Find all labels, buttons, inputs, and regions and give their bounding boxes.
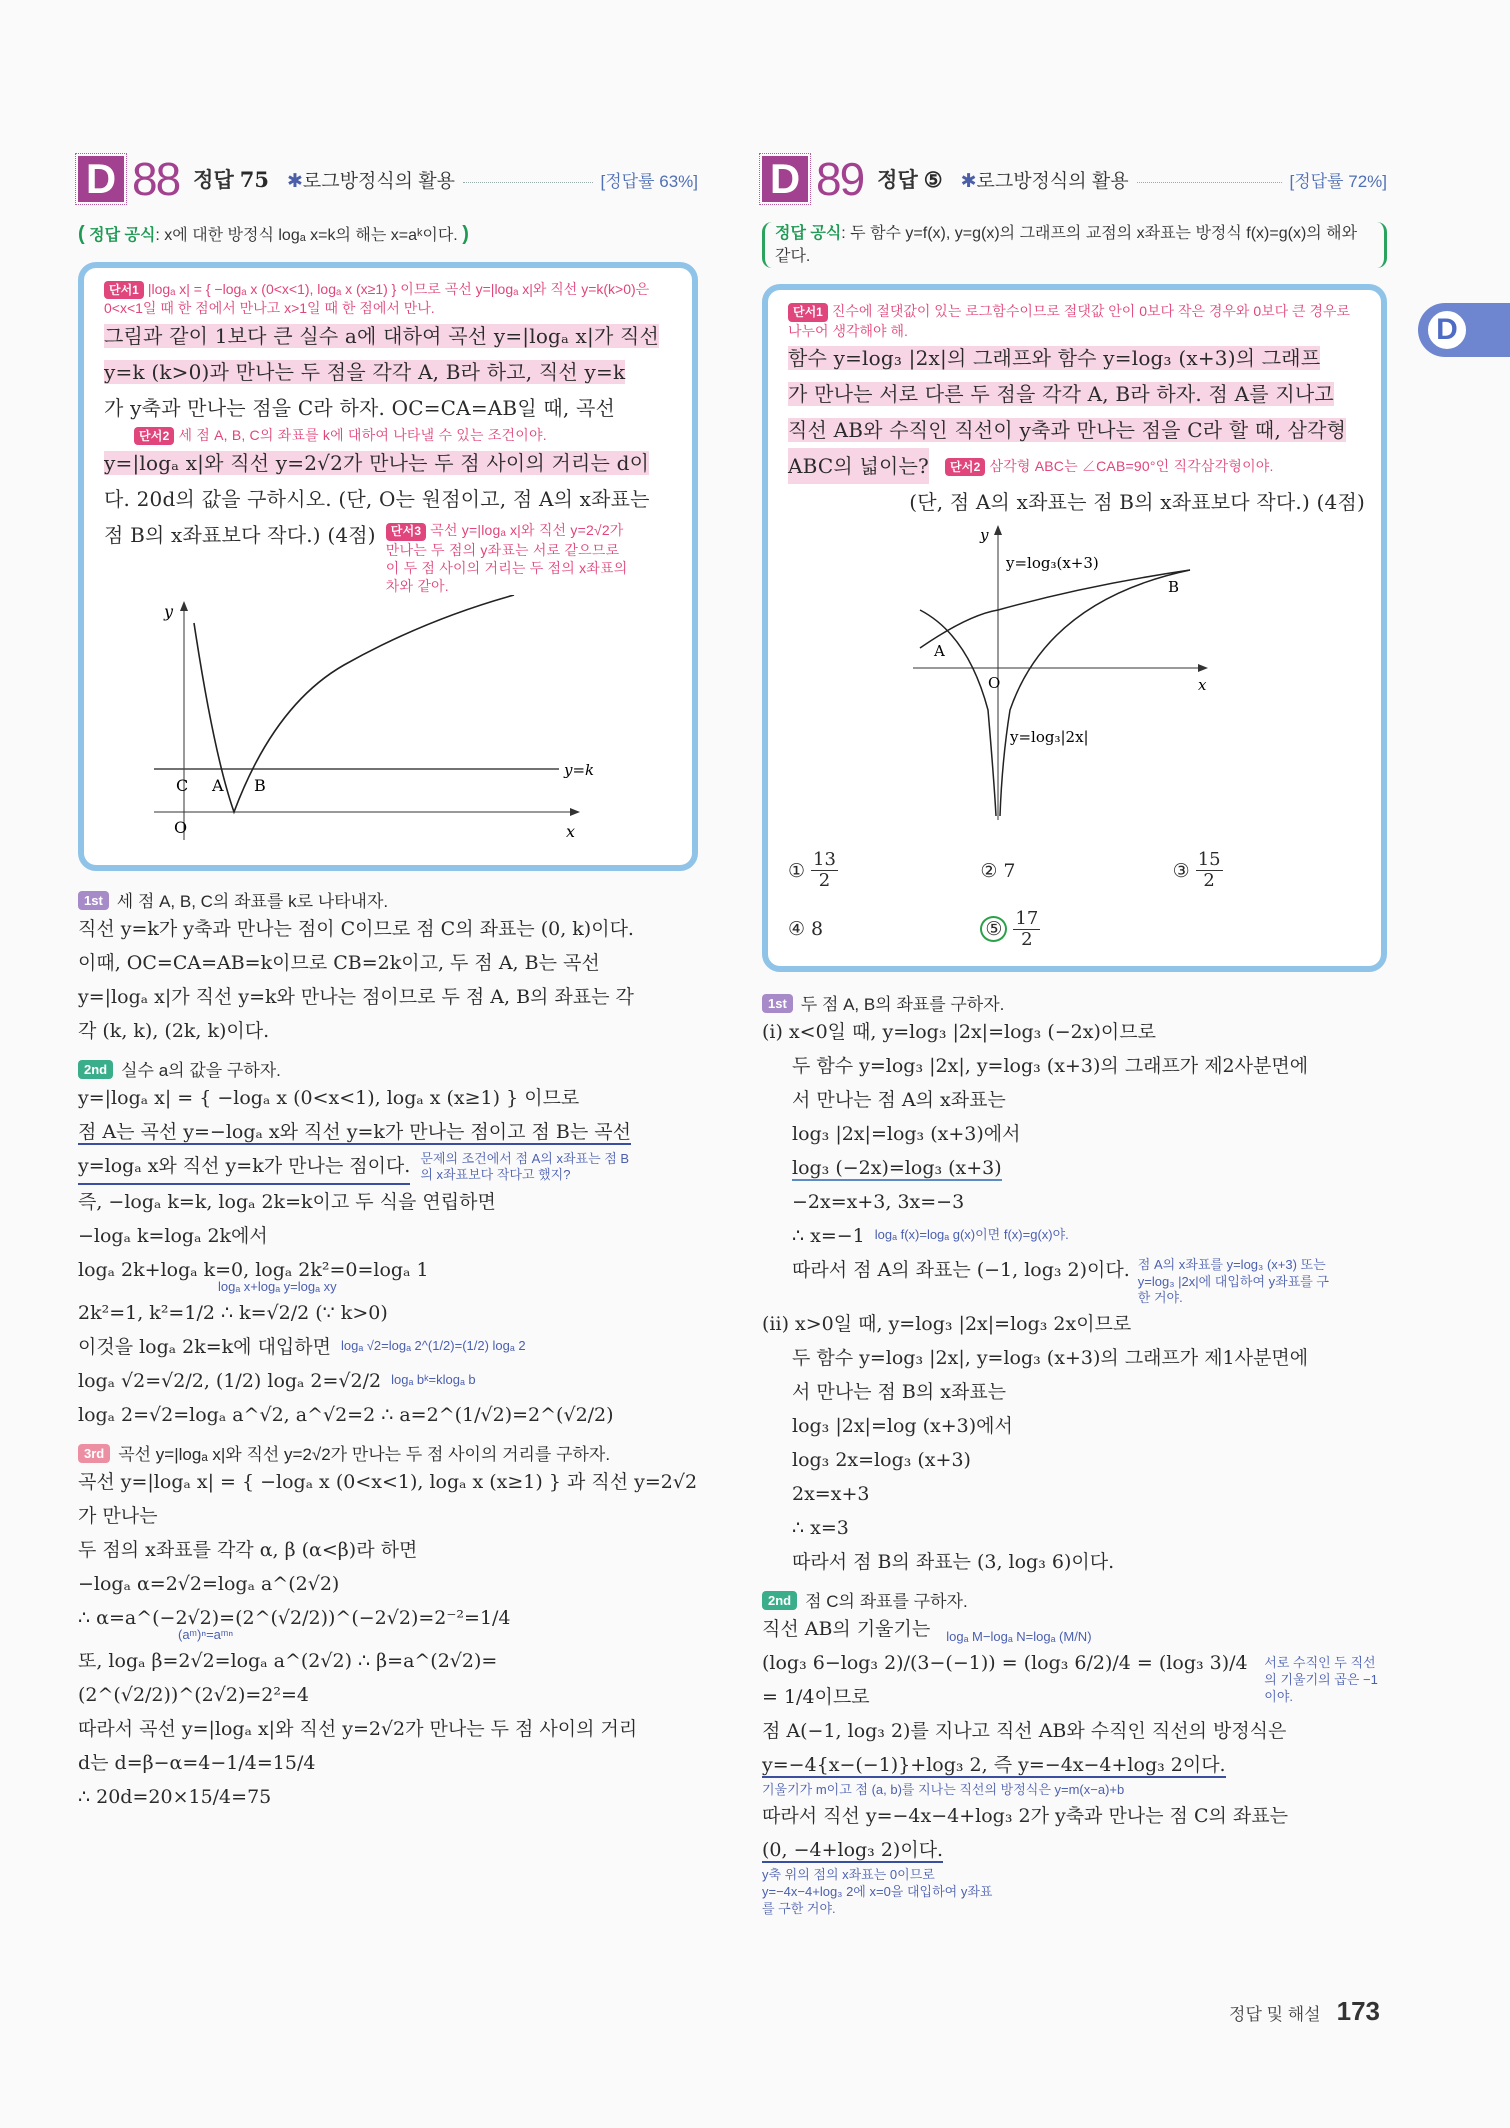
graph-log-functions bbox=[788, 520, 1365, 824]
hint-3: 단서3 곡선 y=|logₐ x|와 직선 y=2√2가 만나는 두 점의 y좌표는 서로 같으므로 이 두 점 사이의 거리는 두 점의 x좌표의 차와 같아. bbox=[385, 522, 628, 595]
svg-text:A: A bbox=[934, 642, 945, 661]
hint-1: 단서1 진수에 절댓값이 있는 로그함수이므로 절댓값 안이 0보다 작은 경우와 0보다 큰 경우로 나누어 생각해야 해. bbox=[788, 303, 1351, 339]
problem-header bbox=[78, 150, 698, 208]
solution-d88 bbox=[78, 887, 698, 1814]
svg-text:x: x bbox=[566, 822, 576, 842]
svg-text:A: A bbox=[212, 776, 224, 796]
answer-value: 75 bbox=[239, 166, 269, 192]
choice-1[interactable]: ① $\frac{13}{2}$ bbox=[788, 849, 836, 892]
accuracy-rate: [정답률 72%] bbox=[1289, 171, 1387, 191]
choice-3[interactable]: ③ $\frac{15}{2}$ bbox=[1172, 849, 1221, 892]
step-3-body: 곡선 y=|logₐ x| = { −logₐ x (0<x<1), logₐ x (x≥1) } 과 직선 y=2√2가 만나는 두 점의 x좌표를 각각 α, β (α<β)라 하면 −logₐ α=2√2=logₐ a^(2√2) ∴ α=a^(−2√2)=(2^(√2/2))^(−2√2)=2⁻²=1/4 (aᵐ)ⁿ=aᵐⁿ 또, logₐ β=2√2=logₐ a^(2√2) ∴ β=a^(2√2)=(2^(√2/2))^(2√2)=2²=4 따라서 곡선 y=|logₐ x|와 직선 y=2√2가 만나는 두 점 사이의 거리 d는 d=β−α=4−1/4=15/4 ∴ 20d=20×15/4=75 bbox=[78, 1471, 698, 1809]
choice-5-selected[interactable]: ⑤ $\frac{17}{2}$ bbox=[980, 909, 1172, 950]
accuracy-rate: [정답률 63%] bbox=[600, 171, 698, 191]
step-1-title: 1st 세 점 A, B, C의 좌표를 k로 나타내자. bbox=[78, 887, 698, 912]
dotted-leader bbox=[1137, 182, 1282, 183]
dotted-leader bbox=[463, 182, 593, 183]
page-number: 173 bbox=[1336, 1996, 1380, 2026]
answer-value: ⑤ bbox=[923, 166, 943, 192]
choice-2[interactable]: ② 7 bbox=[980, 859, 1016, 882]
choice-4[interactable]: ④ 8 bbox=[788, 918, 824, 941]
key-formula: ( 정답 공식: x에 대한 방정식 logₐ x=k의 해는 x=aᵏ이다. ) bbox=[78, 223, 469, 245]
solution-d89 bbox=[762, 990, 1387, 1918]
section-tab-letter: D bbox=[1424, 307, 1470, 353]
hint-2: 단서2 세 점 A, B, C의 좌표를 k에 대하여 나타낼 수 있는 조건이야. bbox=[104, 426, 676, 445]
svg-text:O: O bbox=[174, 818, 188, 838]
problem-header bbox=[762, 150, 1387, 208]
problem-letter-badge: D bbox=[762, 156, 808, 202]
svg-text:y=k: y=k bbox=[564, 761, 595, 780]
svg-text:y: y bbox=[164, 602, 174, 622]
svg-text:y: y bbox=[980, 526, 989, 545]
topic: ✱로그방정식의 활용 bbox=[286, 170, 456, 192]
answer-label: 정답 bbox=[193, 169, 234, 192]
topic: ✱로그방정식의 활용 bbox=[960, 170, 1129, 192]
svg-text:B: B bbox=[254, 776, 266, 796]
problem-box bbox=[762, 284, 1387, 971]
step-1-body: 직선 y=k가 y축과 만나는 점이 C이므로 점 C의 좌표는 (0, k)이다. 이때, OC=CA=AB=k이므로 CB=2k이고, 두 점 A, B는 곡선 y=|logₐ x|가 직선 y=k와 만나는 점이므로 두 점 A, B의 좌표는 각 각 (k, k), (2k, k)이다. bbox=[78, 918, 634, 1043]
step-3-title: 3rd 곡선 y=|logₐ x|와 직선 y=2√2가 만나는 두 점 사이의 거리를 구하자. bbox=[78, 1440, 698, 1465]
hint-1: 단서1 |logₐ x| = { −logₐ x (0<x<1), logₐ x (x≥1) } 이므로 곡선 y=|logₐ x|와 직선 y=k(k>0)은 0<x<1일 때 한 점에서 만나고 x>1일 때 한 점에서 만나. bbox=[104, 281, 650, 317]
problem-d89 bbox=[762, 150, 1387, 1918]
problem-number: 89 bbox=[816, 153, 864, 205]
problem-number: 88 bbox=[132, 153, 180, 205]
svg-text:C: C bbox=[176, 776, 189, 796]
footer-label: 정답 및 해설 bbox=[1229, 2005, 1321, 2024]
svg-text:O: O bbox=[988, 674, 1001, 693]
problem-box bbox=[78, 262, 698, 871]
svg-text:x: x bbox=[1198, 676, 1207, 695]
star-icon: ✱ bbox=[960, 170, 977, 192]
section-tab-d bbox=[1418, 303, 1510, 357]
problem-d88 bbox=[78, 150, 698, 1814]
svg-text:y=log₃|2x|: y=log₃|2x| bbox=[1010, 728, 1089, 747]
step-1-body: (i) x<0일 때, y=log₃ |2x|=log₃ (−2x)이므로 두 함수 y=log₃ |2x|, y=log₃ (x+3)의 그래프가 제2사분면에 서 만나는 점 A의 x좌표는 log₃ |2x|=log₃ (x+3)에서 log₃ (−2x)=log₃ (x+3) −2x=x+3, 3x=−3 ∴ x=−1 logₐ f(x)=logₐ g(x)이면 f(x)=g(x)야. 따라서 점 A의 좌표는 (−1, log₃ 2)이다. 점 A의 x좌표를 y=log₃ (x+3) 또는 y=log₃ |2x|에 대입하여 y좌표를 구한 거야. (ii) x>0일 때, y=log₃ |2x|=log₃ 2x이므로 두 함수 y=log₃ |2x|, y=log₃ (x+3)의 그래프가 제1사분면에 서 만나는 점 B의 x좌표는 log₃ |2x|=log (x+3)에서 log₃ 2x=log₃ (x+3) 2x=x+3 ∴ x=3 따라서 점 B의 좌표는 (3, log₃ 6)이다. bbox=[762, 1020, 1329, 1574]
svg-text:y=log₃(x+3): y=log₃(x+3) bbox=[1006, 554, 1099, 573]
graph-abs-log bbox=[104, 595, 676, 849]
key-formula: 정답 공식: 두 함수 y=f(x), y=g(x)의 그래프의 교점의 x좌표는 방정식 f(x)=g(x)의 해와 같다. bbox=[762, 222, 1387, 268]
step-2-title: 2nd 실수 a의 값을 구하자. bbox=[78, 1056, 698, 1081]
step-2-body: 직선 AB의 기울기는 logₐ M−logₐ N=logₐ (M/N) (log₃ 6−log₃ 2)/(3−(−1)) = (log₃ 6/2)/4 = (log₃ 3)/4 = 1/4이므로 서로 수직인 두 직선의 기울기의 곱은 −1이야. 점 A(−1, log₃ 2)를 지나고 직선 AB와 수직인 직선의 방정식은 y=−4{x−(−1)}+log₃ 2, 즉 y=−4x−4+log₃ 2이다. 기울기가 m이고 점 (a, b)를 지나는 직선의 방정식은 y=m(x−a)+b 따라서 직선 y=−4x−4+log₃ 2가 y축과 만나는 점 C의 좌표는 (0, −4+log₃ 2)이다. y축 위의 점의 x좌표는 0이므로 y=−4x−4+log₃ 2에 x=0을 대입하여 y좌표를 구한 거야. bbox=[762, 1618, 1378, 1916]
page-footer bbox=[1229, 1996, 1380, 2027]
star-icon: ✱ bbox=[286, 170, 303, 192]
answer-choices bbox=[788, 850, 1365, 949]
problem-letter-badge: D bbox=[78, 156, 124, 202]
step-2-body: y=|logₐ x| = { −logₐ x (0<x<1), logₐ x (x≥1) } 이므로 점 A는 곡선 y=−logₐ x와 직선 y=k가 만나는 점이고 점 B는 곡선 y=logₐ x와 직선 y=k가 만나는 점이다. 문제의 조건에서 점 A의 x좌표는 점 B의 x좌표보다 작다고 했지? 즉, −logₐ k=k, logₐ 2k=k이고 두 식을 연립하면 −logₐ k=logₐ 2k에서 logₐ 2k+logₐ k=0, logₐ 2k²=0=logₐ 1 logₐ x+logₐ y=logₐ xy 2k²=1, k²=1/2 ∴ k=√2/2 (∵ k>0) 이것을 logₐ 2k=k에 대입하면 logₐ √2=logₐ 2^(1/2)=(1/2) logₐ 2 logₐ √2=√2/2, (1/2) logₐ 2=√2/2 logₐ bᵏ=klogₐ b logₐ 2=√2=logₐ a^√2, a^√2=2 ∴ a=2^(1/√2)=2^(√2/2) bbox=[78, 1087, 631, 1427]
step-2-title: 2nd 점 C의 좌표를 구하자. bbox=[762, 1587, 1387, 1612]
selected-circle-icon: ⑤ bbox=[980, 916, 1007, 942]
question-text: 그림과 같이 1보다 큰 실수 a에 대하여 곡선 y=|logₐ x|가 직선 y=k (k>0)과 만나는 두 점을 각각 A, B라 하고, 직선 y=k 가 y축과 만나는 점을 C라 하자. OC=CA=AB일 때, 곡선 단서2 세 점 A, B, C의 좌표를 k에 대하여 나타낼 수 있는 조건이야. y=|logₐ x|와 직선 y=2√2가 만나는 두 점 사이의 거리는 d이 다. 20d의 값을 구하시오. (단, O는 원점이고, 점 A의 x좌표는 점 B의 x좌표보다 작다.) (4점) 단서3 곡선 y=|logₐ x|와 직선 y=2√2가 만나는 두 점의 y좌표는 서로 같으므로 이 두 점 사이의 거리는 두 점의 x좌표의 차와 같아. bbox=[104, 318, 676, 595]
answer-label: 정답 bbox=[877, 169, 918, 192]
svg-text:B: B bbox=[1168, 578, 1180, 597]
hint-2: 단서2 삼각형 ABC는 ∠CAB=90°인 직각삼각형이야. bbox=[945, 457, 1274, 476]
question-text: 함수 y=log₃ |2x|의 그래프와 함수 y=log₃ (x+3)의 그래프 가 만나는 서로 다른 두 점을 각각 A, B라 하자. 점 A를 지나고 직선 AB와 수직인 직선이 y축과 만나는 점을 C라 할 때, 삼각형 ABC의 넓이는? 단서2 삼각형 ABC는 ∠CAB=90°인 직각삼각형이야. (단, 점 A의 x좌표는 점 B의 x좌표보다 작다.) (4점) bbox=[788, 346, 1365, 515]
step-1-title: 1st 두 점 A, B의 좌표를 구하자. bbox=[762, 990, 1387, 1015]
